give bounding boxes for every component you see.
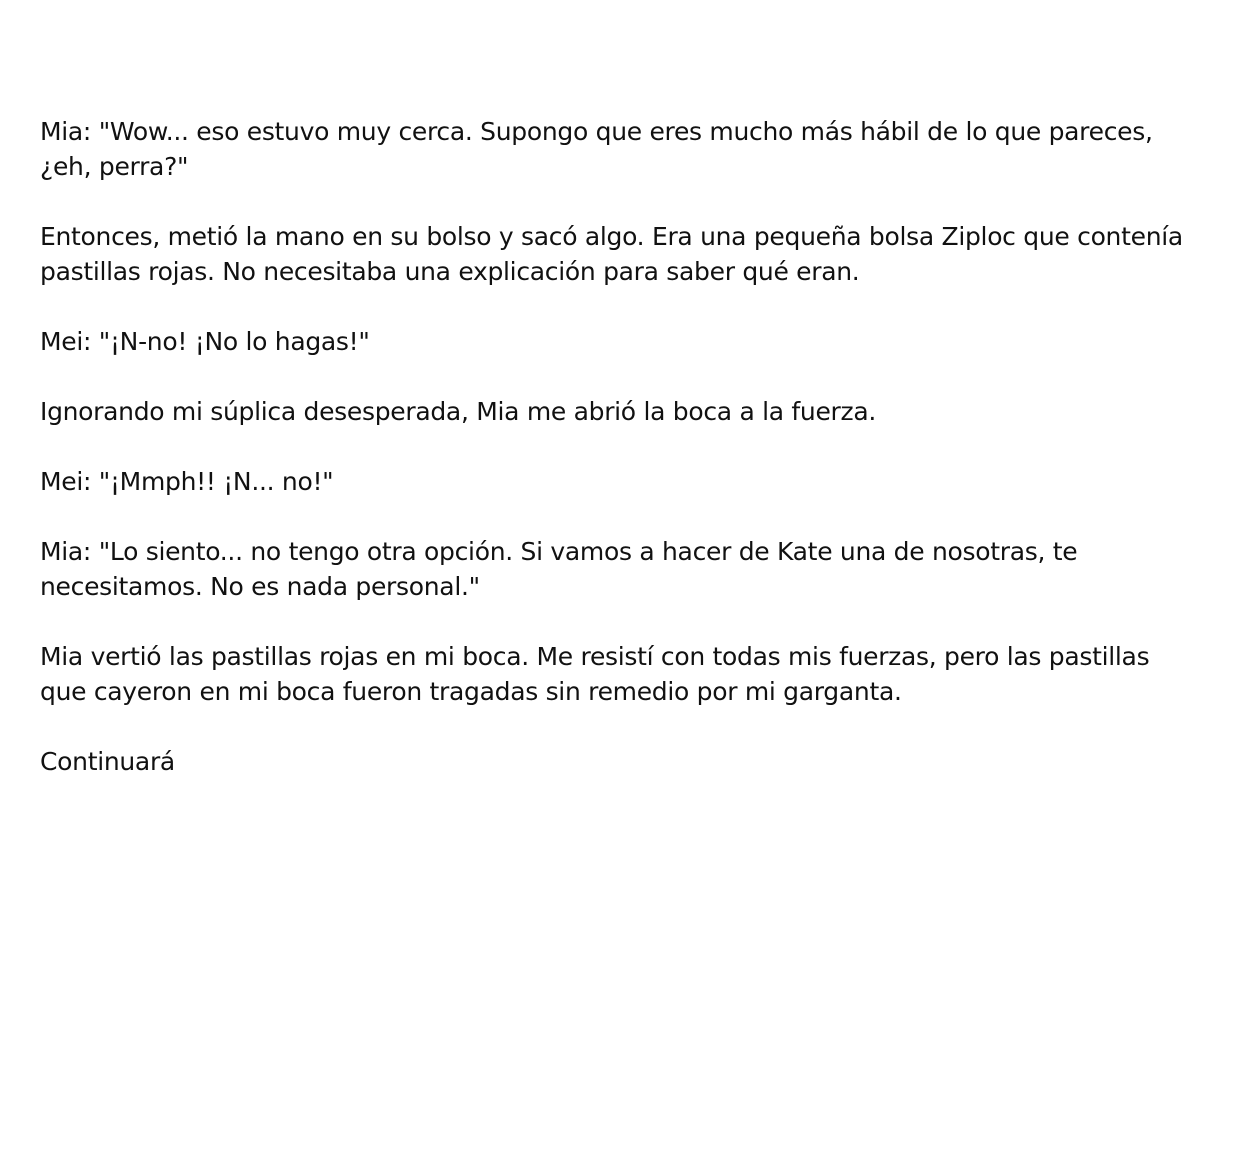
document-body — [40, 114, 1200, 779]
paragraph-narration-mouth: Ignorando mi súplica desesperada, Mia me abrió la boca a la fuerza. — [40, 397, 877, 426]
paragraph-narration-bag: Entonces, metió la mano en su bolso y sacó algo. Era una pequeña bolsa Ziploc que contenía pastillas rojas. No necesitaba una explicación para saber qué eran. — [40, 222, 1183, 286]
paragraph-narration-pills: Mia vertió las pastillas rojas en mi boca. Me resistí con todas mis fuerzas, pero las pastillas que cayeron en mi boca fueron tragadas sin remedio por mi garganta. — [40, 642, 1150, 706]
paragraph-mia-dialogue-2: Mia: "Lo siento... no tengo otra opción. Si vamos a hacer de Kate una de nosotras, te necesitamos. No es nada personal." — [40, 537, 1078, 601]
paragraph-to-be-continued: Continuará — [40, 747, 175, 776]
paragraph-mei-dialogue-2: Mei: "¡Mmph!! ¡N... no!" — [40, 467, 334, 496]
paragraph-mei-dialogue-1: Mei: "¡N-no! ¡No lo hagas!" — [40, 327, 370, 356]
paragraph-mia-dialogue-1: Mia: "Wow... eso estuvo muy cerca. Supongo que eres mucho más hábil de lo que pareces, ¿eh, perra?" — [40, 117, 1153, 181]
